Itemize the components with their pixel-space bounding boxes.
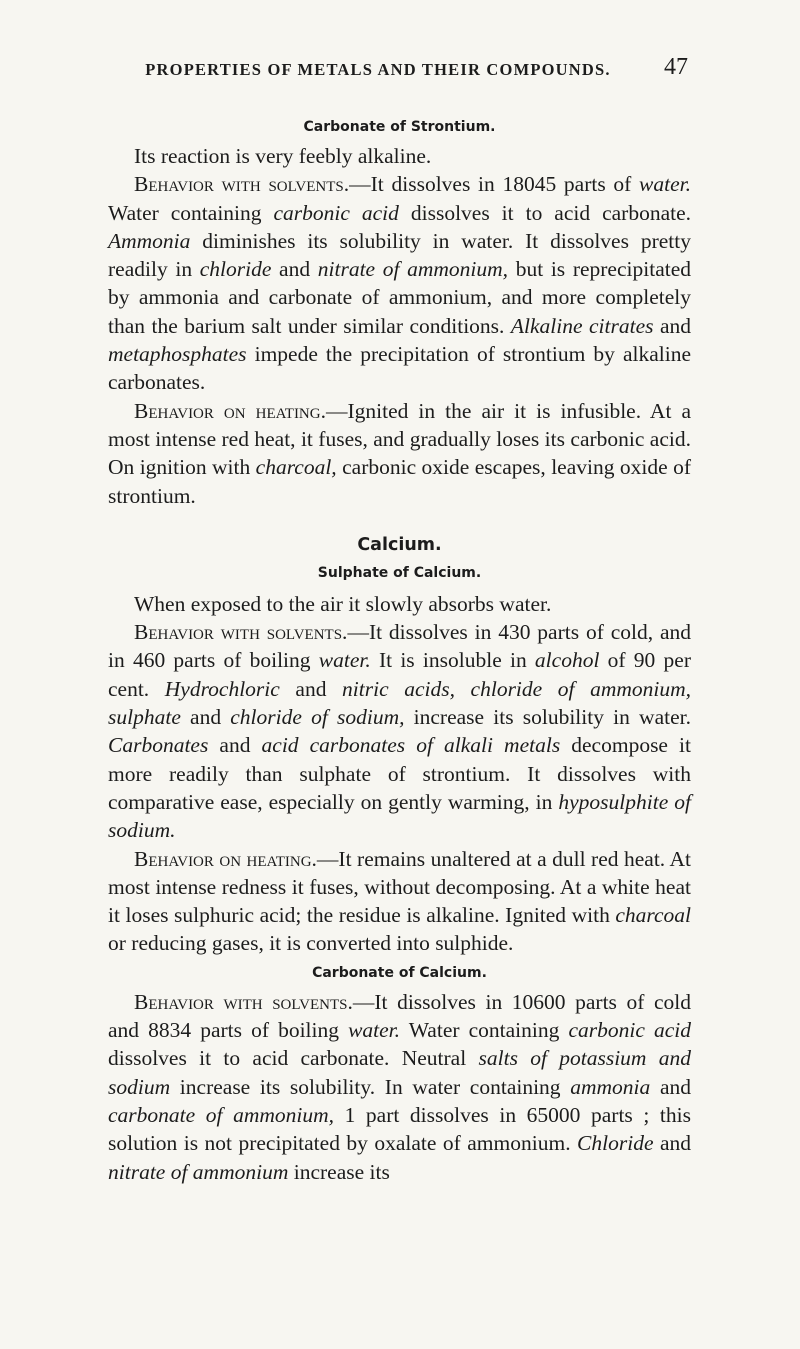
- paragraph-calcium-sulphate-air: When exposed to the air it slowly absorbs water.: [134, 591, 552, 616]
- italic-term: acid carbonates of alkali metals: [261, 733, 561, 758]
- paragraph-calcium-sulphate-solvents: [108, 618, 691, 844]
- paragraph-calcium-sulphate-heating: [108, 845, 691, 958]
- paragraph-calcium-carbonate-solvents: [108, 988, 691, 1186]
- page-number: 47: [664, 54, 688, 80]
- italic-term: Hydrochloric: [164, 676, 280, 701]
- run-in-heading: Behavior with solvents.: [134, 620, 348, 645]
- italic-term: carbonate of ammonium,: [108, 1102, 334, 1127]
- text-run: It is insoluble in: [370, 648, 535, 673]
- text-run: increase its: [288, 1159, 390, 1184]
- chapter-heading-calcium: Calcium.: [357, 534, 442, 555]
- text-run: and: [271, 257, 318, 282]
- section-heading-sulphate-of-calcium: Sulphate of Calcium.: [317, 564, 482, 581]
- text-run: and: [208, 733, 262, 758]
- italic-term: charcoal: [615, 903, 691, 928]
- text-run: but is reprecipitated by ammonia and carbonate of ammonium, and more completely than the barium salt under similar conditions.: [108, 257, 692, 338]
- text-run: increase its solubility in water.: [404, 705, 691, 730]
- page-body: [108, 118, 691, 1186]
- text-run: Water containing: [108, 200, 274, 225]
- italic-term: carbonic acid: [568, 1018, 691, 1043]
- italic-term: ammonia: [570, 1074, 651, 1099]
- text-run: increase its solubility. In water containing: [170, 1074, 571, 1099]
- run-in-heading: Behavior with solvents.: [134, 989, 353, 1014]
- section-heading-carbonate-of-strontium: Carbonate of Strontium.: [303, 119, 496, 135]
- text-run: decompose it more readily than sulphate of strontium. It dissolves with comparative ease, especially on gently warming, in: [108, 733, 691, 814]
- run-in-heading: Behavior on heating.: [134, 398, 326, 423]
- italic-term: metaphosphates: [108, 342, 247, 367]
- running-title: PROPERTIES OF METALS AND THEIR COMPOUNDS.: [145, 60, 611, 79]
- text-run: —It dissolves in 10600 parts of cold and 8834 parts of boiling: [108, 989, 691, 1043]
- paragraph-strontium-heating: [108, 397, 691, 510]
- italic-term: Alkaline citrates: [510, 313, 654, 338]
- italic-term: Carbonates: [108, 733, 209, 758]
- italic-term: carbonic acid: [273, 200, 399, 225]
- text-run: Water containing: [400, 1018, 569, 1043]
- italic-term: water.: [639, 172, 692, 197]
- text-run: or reducing gases, it is converted into sulphide.: [108, 931, 514, 956]
- paragraph-strontium-solvents: [108, 170, 691, 396]
- text-run: and: [279, 676, 343, 701]
- text-run: —It remains unaltered at a dull red heat. At most intense redness it fuses, without decomposing. At a white heat it loses sulphuric acid; the residue is alkaline. Ignited with: [108, 846, 691, 928]
- italic-term: nitrate of ammonium,: [317, 257, 509, 282]
- italic-term: alcohol: [534, 648, 600, 673]
- text-run: and: [653, 313, 691, 338]
- text-run: diminishes its solubility in water. It dissolves pretty readily in: [108, 228, 691, 282]
- text-run: dissolves it to acid carbonate. Neutral: [108, 1046, 479, 1071]
- text-run: dissolves it to acid carbonate.: [398, 200, 691, 225]
- text-run: of 90 per cent.: [108, 648, 691, 701]
- text-run: carbonic oxide escapes, leaving oxide of strontium.: [108, 455, 691, 508]
- paragraph-strontium-reaction: Its reaction is very feebly alkaline.: [134, 144, 432, 168]
- run-in-heading: Behavior on heating.: [134, 846, 317, 871]
- running-header: [108, 54, 688, 88]
- italic-term: water.: [348, 1018, 401, 1043]
- italic-term: water.: [318, 648, 371, 673]
- text-run: and: [653, 1131, 692, 1156]
- text-run: —It dissolves in 430 parts of cold, and in 460 parts of boiling: [108, 620, 691, 673]
- italic-term: chloride: [199, 257, 272, 282]
- italic-term: chloride of sodium,: [230, 705, 405, 730]
- italic-term: Ammonia: [108, 228, 191, 253]
- text-run: and: [180, 705, 231, 730]
- italic-term: charcoal,: [255, 455, 337, 480]
- run-in-heading: Behavior with solvents.: [134, 172, 350, 197]
- text-run: —It dissolves in 18045 parts of: [349, 172, 640, 197]
- italic-term: hyposulphite of sodium.: [108, 789, 691, 843]
- section-heading-carbonate-of-calcium: Carbonate of Calcium.: [312, 964, 487, 981]
- italic-term: salts of potassium and sodium: [108, 1046, 691, 1099]
- text-run: and: [650, 1074, 692, 1099]
- italic-term: Chloride: [577, 1131, 654, 1156]
- text-run: —Ignited in the air it is infusible. At a most intense red heat, it fuses, and gradually loses its carbonic acid. On ignition with: [108, 398, 691, 480]
- italic-term: nitric acids, chloride of ammonium, sulphate: [108, 676, 692, 730]
- text-run: impede the precipitation of strontium by alkaline carbonates.: [108, 342, 691, 395]
- italic-term: nitrate of ammonium: [108, 1159, 289, 1184]
- text-run: 1 part dissolves in 65000 parts ; this solution is not precipitated by oxalate of ammonium.: [108, 1102, 691, 1156]
